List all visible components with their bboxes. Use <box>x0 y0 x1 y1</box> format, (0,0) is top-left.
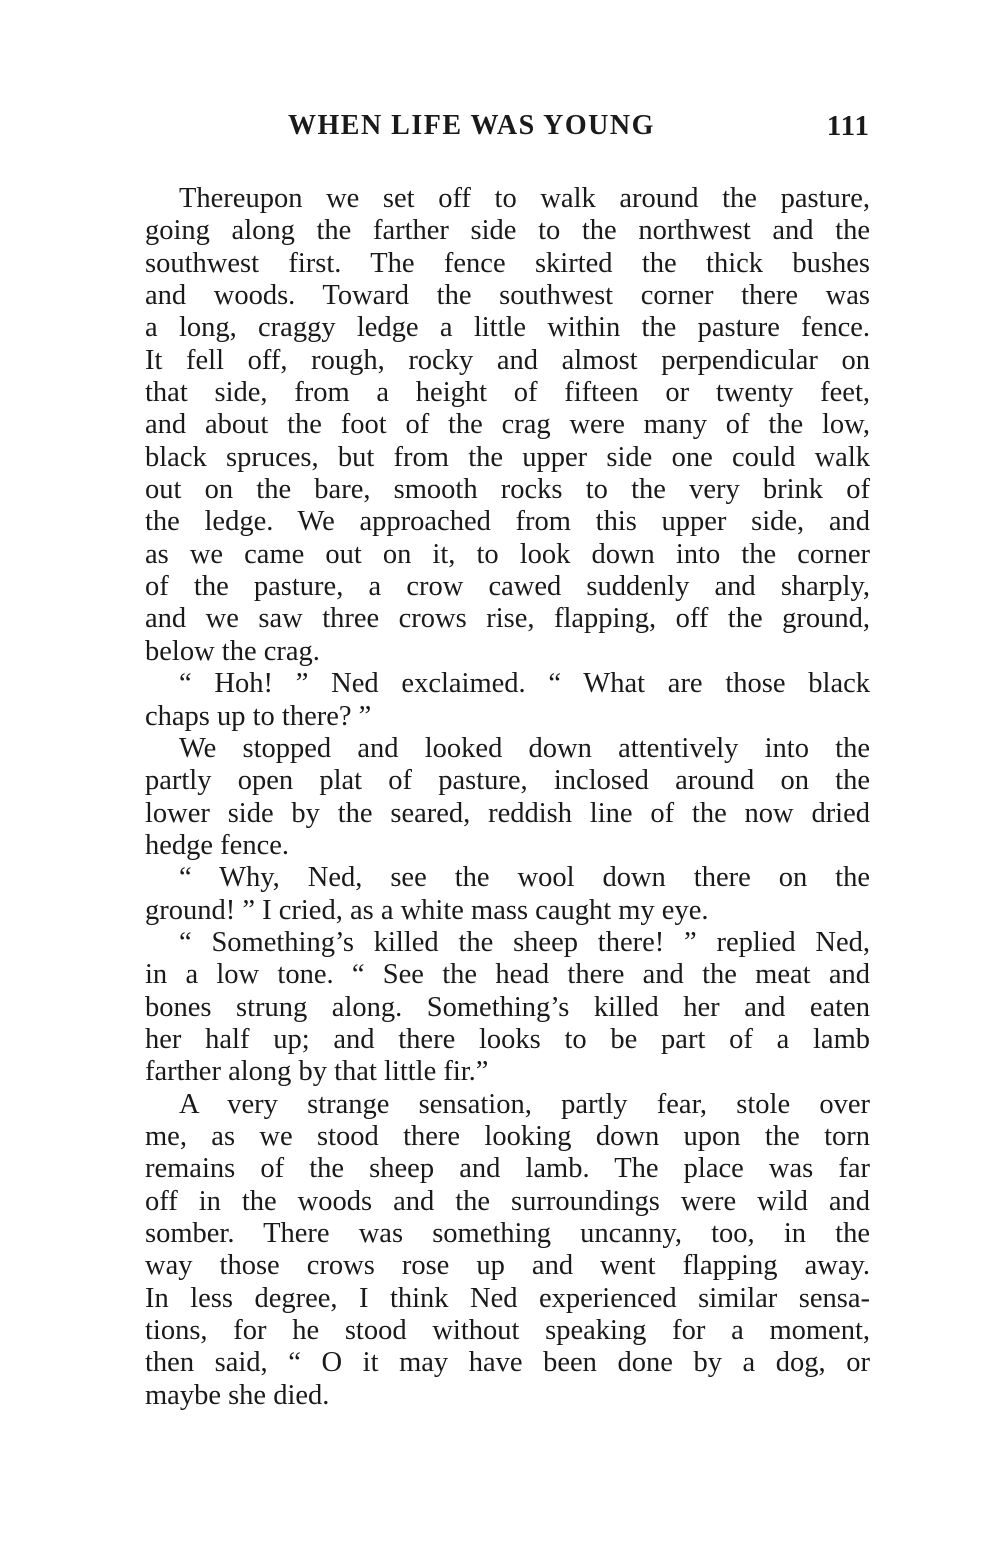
text-line: We stopped and looked down attentively into the <box>179 732 870 764</box>
text-line: southwest first. The fence skirted the thick bushes <box>145 247 870 279</box>
text-line: a long, craggy ledge a little within the pasture fence. <box>145 312 870 344</box>
text-line: that side, from a height of fifteen or twenty feet, <box>145 377 870 409</box>
text-line: “ Hoh! ” Ned exclaimed. “ What are those black <box>179 668 870 700</box>
text-line: way those crows rose up and went flapping away. <box>145 1250 870 1282</box>
running-head-title: WHEN LIFE WAS YOUNG <box>288 110 655 141</box>
text-line: going along the farther side to the northwest and the <box>145 215 870 247</box>
page-number: 111 <box>826 110 870 142</box>
text-line: tions, for he stood without speaking for a moment, <box>145 1315 870 1347</box>
text-line: partly open plat of pasture, inclosed around on the <box>145 765 870 797</box>
text-line: chaps up to there? ” <box>145 700 372 732</box>
text-line: remains of the sheep and lamb. The place was far <box>145 1153 870 1185</box>
text-line: somber. There was something uncanny, too, in the <box>145 1218 870 1249</box>
text-line: and we saw three crows rise, flapping, off the ground, <box>145 603 870 635</box>
text-line: ground! ” I cried, as a white mass caught my eye. <box>145 894 709 926</box>
text-line: maybe she died. <box>145 1379 330 1411</box>
text-line: Thereupon we set off to walk around the pasture, <box>179 183 870 214</box>
text-line: and about the foot of the crag were many of the low, <box>145 409 870 441</box>
text-line: lower side by the seared, reddish line of the now dried <box>145 797 870 829</box>
text-line: as we came out on it, to look down into the corner <box>145 538 870 570</box>
text-line: “ Something’s killed the sheep there! ” replied Ned, <box>179 926 870 958</box>
text-line: and woods. Toward the southwest corner there was <box>145 280 870 312</box>
text-line: in a low tone. “ See the head there and the meat and <box>145 959 870 991</box>
running-head <box>145 110 870 150</box>
text-line: A very strange sensation, partly fear, stole over <box>179 1088 870 1120</box>
text-line: In less degree, I think Ned experienced similar sensa- <box>145 1282 870 1314</box>
text-line: farther along by that little fir.” <box>145 1056 489 1088</box>
text-line: of the pasture, a crow cawed suddenly and sharply, <box>145 571 870 603</box>
text-line: off in the woods and the surroundings were wild and <box>145 1185 870 1217</box>
text-line: the ledge. We approached from this upper side, and <box>145 506 870 538</box>
text-line: out on the bare, smooth rocks to the very brink of <box>145 474 870 506</box>
text-line: her half up; and there looks to be part of a lamb <box>145 1023 870 1055</box>
text-line: me, as we stood there looking down upon the torn <box>145 1120 870 1152</box>
body-text <box>145 183 870 1412</box>
text-line: below the crag. <box>145 635 320 667</box>
text-line: then said, “ O it may have been done by a dog, or <box>145 1347 870 1379</box>
text-line: “ Why, Ned, see the wool down there on the <box>179 862 870 894</box>
text-line: black spruces, but from the upper side one could walk <box>145 441 870 473</box>
text-line: hedge fence. <box>145 829 289 861</box>
text-line: bones strung along. Something’s killed her and eaten <box>145 991 870 1023</box>
text-line: It fell off, rough, rocky and almost perpendicular on <box>145 344 870 376</box>
